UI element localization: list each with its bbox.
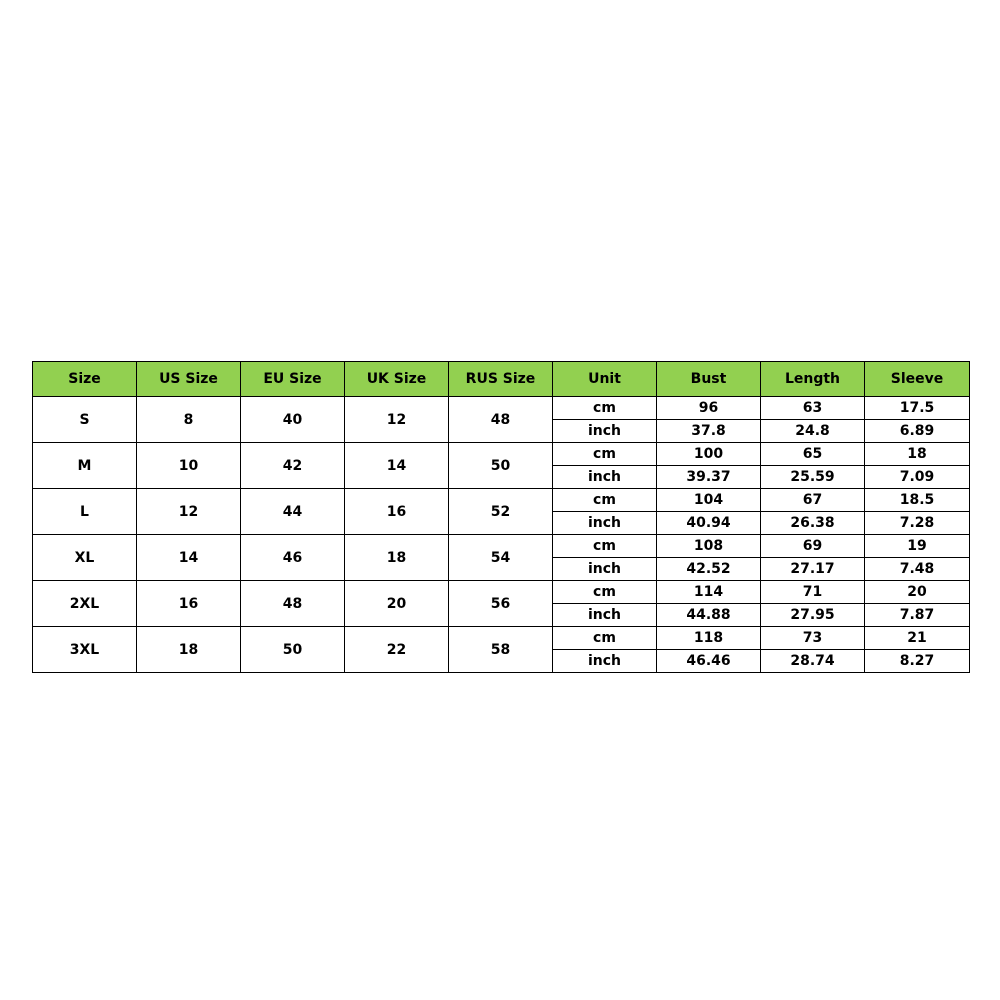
uk-size-cell: 18: [345, 535, 449, 581]
sleeve-cell: 18: [865, 443, 970, 466]
table-body: [33, 397, 970, 673]
eu-size-cell: 42: [241, 443, 345, 489]
unit-cell: cm: [553, 397, 657, 420]
size-cell: 3XL: [33, 627, 137, 673]
table-row: [33, 627, 970, 650]
length-cell: 26.38: [761, 512, 865, 535]
rus-size-cell: 52: [449, 489, 553, 535]
size-cell: M: [33, 443, 137, 489]
sleeve-cell: 21: [865, 627, 970, 650]
bust-cell: 42.52: [657, 558, 761, 581]
unit-cell: cm: [553, 489, 657, 512]
table-row: [33, 535, 970, 558]
unit-cell: inch: [553, 604, 657, 627]
length-cell: 71: [761, 581, 865, 604]
header-uk-size: UK Size: [345, 362, 449, 397]
bust-cell: 37.8: [657, 420, 761, 443]
uk-size-cell: 14: [345, 443, 449, 489]
sleeve-cell: 8.27: [865, 650, 970, 673]
sleeve-cell: 6.89: [865, 420, 970, 443]
header-bust: Bust: [657, 362, 761, 397]
rus-size-cell: 58: [449, 627, 553, 673]
uk-size-cell: 20: [345, 581, 449, 627]
unit-cell: inch: [553, 650, 657, 673]
unit-cell: inch: [553, 466, 657, 489]
sleeve-cell: 7.87: [865, 604, 970, 627]
header-length: Length: [761, 362, 865, 397]
bust-cell: 108: [657, 535, 761, 558]
header-row: [33, 362, 970, 397]
length-cell: 24.8: [761, 420, 865, 443]
rus-size-cell: 54: [449, 535, 553, 581]
size-cell: L: [33, 489, 137, 535]
bust-cell: 104: [657, 489, 761, 512]
length-cell: 67: [761, 489, 865, 512]
length-cell: 65: [761, 443, 865, 466]
length-cell: 25.59: [761, 466, 865, 489]
us-size-cell: 18: [137, 627, 241, 673]
eu-size-cell: 48: [241, 581, 345, 627]
unit-cell: cm: [553, 535, 657, 558]
sleeve-cell: 18.5: [865, 489, 970, 512]
rus-size-cell: 56: [449, 581, 553, 627]
bust-cell: 114: [657, 581, 761, 604]
size-cell: 2XL: [33, 581, 137, 627]
us-size-cell: 12: [137, 489, 241, 535]
unit-cell: cm: [553, 443, 657, 466]
uk-size-cell: 22: [345, 627, 449, 673]
uk-size-cell: 12: [345, 397, 449, 443]
uk-size-cell: 16: [345, 489, 449, 535]
rus-size-cell: 48: [449, 397, 553, 443]
length-cell: 69: [761, 535, 865, 558]
table-row: [33, 397, 970, 420]
unit-cell: inch: [553, 420, 657, 443]
header-rus-size: RUS Size: [449, 362, 553, 397]
us-size-cell: 10: [137, 443, 241, 489]
header-sleeve: Sleeve: [865, 362, 970, 397]
length-cell: 27.95: [761, 604, 865, 627]
header-size: Size: [33, 362, 137, 397]
rus-size-cell: 50: [449, 443, 553, 489]
table-header: [33, 362, 970, 397]
bust-cell: 44.88: [657, 604, 761, 627]
bust-cell: 96: [657, 397, 761, 420]
bust-cell: 46.46: [657, 650, 761, 673]
sleeve-cell: 7.48: [865, 558, 970, 581]
table-row: [33, 489, 970, 512]
bust-cell: 100: [657, 443, 761, 466]
eu-size-cell: 44: [241, 489, 345, 535]
sleeve-cell: 7.09: [865, 466, 970, 489]
unit-cell: cm: [553, 627, 657, 650]
length-cell: 27.17: [761, 558, 865, 581]
length-cell: 63: [761, 397, 865, 420]
length-cell: 73: [761, 627, 865, 650]
sleeve-cell: 19: [865, 535, 970, 558]
eu-size-cell: 46: [241, 535, 345, 581]
unit-cell: inch: [553, 558, 657, 581]
bust-cell: 40.94: [657, 512, 761, 535]
size-chart-table: [32, 361, 970, 673]
size-cell: S: [33, 397, 137, 443]
unit-cell: inch: [553, 512, 657, 535]
header-us-size: US Size: [137, 362, 241, 397]
header-eu-size: EU Size: [241, 362, 345, 397]
bust-cell: 118: [657, 627, 761, 650]
size-cell: XL: [33, 535, 137, 581]
table-row: [33, 443, 970, 466]
table-row: [33, 581, 970, 604]
unit-cell: cm: [553, 581, 657, 604]
sleeve-cell: 20: [865, 581, 970, 604]
bust-cell: 39.37: [657, 466, 761, 489]
sleeve-cell: 17.5: [865, 397, 970, 420]
length-cell: 28.74: [761, 650, 865, 673]
eu-size-cell: 50: [241, 627, 345, 673]
sleeve-cell: 7.28: [865, 512, 970, 535]
eu-size-cell: 40: [241, 397, 345, 443]
header-unit: Unit: [553, 362, 657, 397]
us-size-cell: 8: [137, 397, 241, 443]
us-size-cell: 14: [137, 535, 241, 581]
us-size-cell: 16: [137, 581, 241, 627]
